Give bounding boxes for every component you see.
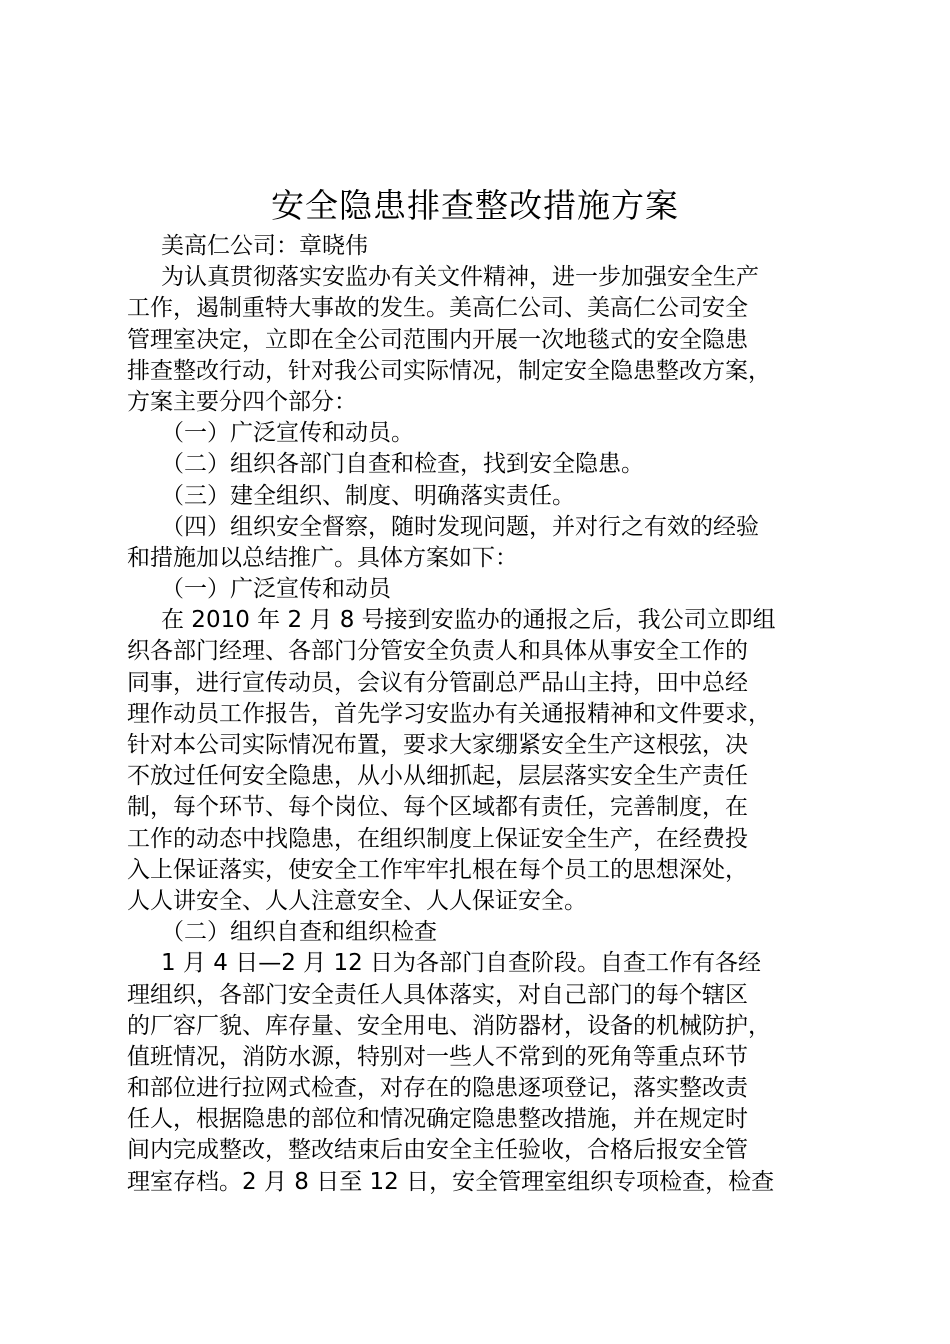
text-line: 1 月 4 日—2 月 12 日为各部门自查阶段。自查工作有各经 — [161, 950, 762, 977]
text-line: 任人，根据隐患的部位和情况确定隐患整改措施，并在规定时 — [127, 1106, 748, 1133]
text-line: 理组织，各部门安全责任人具体落实，对自己部门的每个辖区 — [127, 981, 748, 1008]
text-line: 和措施加以总结推广。具体方案如下： — [127, 544, 518, 571]
text-line: 工作，遏制重特大事故的发生。美高仁公司、美高仁公司安全 — [127, 295, 748, 322]
section-heading: （一）广泛宣传和动员 — [161, 576, 391, 603]
text-line: 工作的动态中找隐患，在组织制度上保证安全生产，在经费投 — [127, 825, 748, 852]
text-line: 值班情况，消防水源，特别对一些人不常到的死角等重点环节 — [127, 1043, 748, 1070]
text-line: 理室存档。2 月 8 日至 12 日，安全管理室组织专项检查，检查 — [127, 1168, 775, 1195]
text-line: 同事，进行宣传动员，会议有分管副总严品山主持，田中总经 — [127, 669, 748, 696]
document-title: 安全隐患排查整改措施方案 — [271, 186, 679, 225]
text-line: 织各部门经理、各部门分管安全负责人和具体从事安全工作的 — [127, 638, 748, 665]
text-line: 为认真贯彻落实安监办有关文件精神，进一步加强安全生产 — [161, 264, 759, 291]
text-line: 的厂容厂貌、库存量、安全用电、消防器材，设备的机械防护， — [127, 1012, 771, 1039]
text-line: 针对本公司实际情况布置，要求大家绷紧安全生产这根弦，决 — [127, 732, 748, 758]
text-line: 美高仁公司：章晓伟 — [161, 233, 368, 259]
text-line: 间内完成整改，整改结束后由安全主任验收，合格后报安全管 — [127, 1137, 748, 1164]
text-line: 排查整改行动，针对我公司实际情况，制定安全隐患整改方案， — [127, 357, 771, 384]
text-line: 理作动员工作报告，首先学习安监办有关通报精神和文件要求， — [127, 700, 771, 727]
text-line: 管理室决定，立即在全公司范围内开展一次地毯式的安全隐患 — [127, 326, 748, 353]
text-line: （二）组织各部门自查和检查，找到安全隐患。 — [161, 451, 644, 478]
document-body — [127, 231, 842, 1198]
text-line: 不放过任何安全隐患，从小从细抓起，层层落实安全生产责任 — [127, 763, 748, 790]
section-heading: （二）组织自查和组织检查 — [161, 919, 437, 946]
text-line: （四）组织安全督察，随时发现问题，并对行之有效的经验 — [161, 513, 759, 540]
text-line: 人人讲安全、人人注意安全、人人保证安全。 — [127, 887, 587, 914]
text-line: 制，每个环节、每个岗位、每个区域都有责任，完善制度，在 — [127, 794, 748, 821]
text-line: 和部位进行拉网式检查，对存在的隐患逐项登记，落实整改责 — [127, 1075, 748, 1102]
text-line: 在 2010 年 2 月 8 号接到安监办的通报之后，我公司立即组 — [161, 607, 776, 634]
text-line: 方案主要分四个部分： — [127, 388, 357, 415]
text-line: 入上保证落实，使安全工作牢牢扎根在每个员工的思想深处， — [127, 856, 748, 883]
text-line: （三）建全组织、制度、明确落实责任。 — [161, 482, 575, 509]
text-line: （一）广泛宣传和动员。 — [161, 420, 414, 447]
